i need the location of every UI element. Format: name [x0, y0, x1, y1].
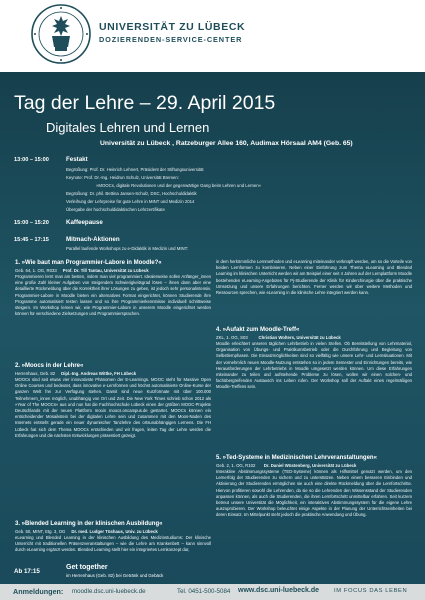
workshop-meta	[216, 334, 412, 341]
program-time: 15:00 – 15:20	[14, 220, 49, 226]
workshop-lead: Christian Wolters, Universität zu Lübeck	[258, 335, 341, 340]
workshop-room: Herrenhaus, Geb. 82	[15, 371, 56, 376]
program-label: Mitmach-Aktionen	[66, 236, 120, 243]
workshop-room: Geb. 64, 1. OG, R033	[15, 268, 57, 273]
workshop-title: 5. »Ted-Systeme in Medizinischen Lehrveranstaltungen«	[216, 455, 377, 461]
workshop-room: Geb. 50, MINT, Etg. 3, OG	[15, 529, 66, 534]
program-line: Begrüßung: Dr. phil. Bettina Jansen-Schulz, DSC, Hochschuldidaktik	[66, 191, 197, 196]
phone-number: Tel. 0451-500-5084	[177, 588, 231, 595]
program-line: Parallel laufende Workshops zu e-Didaktik in Medizin und MINT:	[66, 246, 188, 251]
workshop-room: ZKL, 1. OG, S03	[216, 335, 248, 340]
event-subtitle: Digitales Lehren und Lernen	[46, 120, 210, 135]
workshop-meta	[15, 370, 211, 377]
workshop-body: eLearning und Blended Learning in der klinischen Ausbildung des Medizinstudiums: Der klinische Unterricht mit traditionellen Präsenzveranstaltungen – wie die Lehre am Krankenbett – kann sinnvoll durch eLearning ergänzt werden. Blended Learning stellt hier ein integriertes Lernkonzept dar,	[15, 535, 211, 553]
website-link[interactable]: www.dsc.uni-luebeck.de	[238, 587, 320, 594]
university-name: UNIVERSITÄT ZU LÜBECK	[99, 21, 246, 33]
workshop-title: 3. »Blended Learning in der klinischen Ausbildung«	[15, 521, 163, 527]
footer-bar	[0, 584, 425, 600]
program-line: Keynote: Prof. Dr.-Ing. Heidrun Schulz, Universität Bremen:	[66, 175, 179, 180]
tagline: IM FOCUS DAS LEBEN	[334, 588, 408, 594]
program-line: Begrüßung: Prof. Dr. Heinrich Lehnert, Präsident der Stiftungsuniversität	[66, 167, 204, 172]
workshop-4	[216, 326, 412, 391]
program-time: 13:00 – 15:00	[14, 157, 49, 163]
workshop-meta	[216, 462, 412, 469]
workshop-title: 4. »Aufakt zum Moodle-Treff«	[216, 327, 300, 333]
closing-time: Ab 17:15	[14, 568, 40, 575]
workshop-body: Interaktive Abstimmungssysteme (TED-Systeme) können als Hilfsmittel genutzt werden, um den Lernerfolg der Studierenden zu sichern und zu unterstützen. Neben einem besseren Einbinden und Aktivierung der Studierenden ermöglichen sie auch eine direkte Rückmeldung über die Lernfortschritte. Hiervon profitieren sowohl die Lehrenden, da sie so die Lehrenden den Wissensstand der Studierenden anpassen können, als auch die Studierenden, die ihren Lernfortschritt unmittelbar erfahren. Seit kurzem betreut unsere Universität die Möglichkeit, ein interaktives Abstimmungssystem für die eigene Lehre auszuprobieren. Der Workshop beleuchtet einige Aspekte in der Planung der Unterrichtseinheiten bei deren Einsatz. Im Mittelpunkt steht jedoch die praktische Anwendung und Übung.	[216, 469, 412, 518]
registration-link[interactable]: moodle.dsc.uni-luebeck.de	[72, 588, 146, 595]
workshop-body: Programmieren lernt man am besten, indem man viel programmiert. Idealerweise sollen Anfänger_innen eine große Zahl kleiner Aufgaben von steigendem Schwierigkeitsgrad lösen – ihnen dann aber eine detaillierte Rückmeldung über die Korrektheit ihrer Lösungen zu geben, ist jedoch sehr personalintensiv. Programmier-Labore in Moodle bieten ein alternatives Format eingerichtet, können Studierende ihre Programme automatisiert testen lassen und so ihre Programmierkenntnisse individuell schrittweise steigern. Im Workshop lernen wir, wie Programmier-Labore in unserem Moodle eingerichtet werden können für verschiedene Zielsetzungen und Programmiersprachen.	[15, 274, 211, 317]
flyer-header	[0, 0, 425, 72]
workshop-lead: Prof. Dr. Till Tantau, Universität zu Lübeck	[62, 268, 149, 273]
workshop-title: 2. »Moocs in der Lehre«	[15, 363, 84, 369]
event-location: Universität zu Lübeck , Ratzeburger Allee 160, Audimax Hörsaal AM4 (Geb. 65)	[100, 140, 353, 147]
university-seal-logo	[30, 3, 92, 65]
workshop-lead: Dipl.-Ing. Andreas Wittke, FH Lübeck	[61, 371, 137, 376]
workshop-body: in dem herkömmliche Lernmethoden und eLearning miteinander verknüpft werden, um so die Vorteile von beiden Lernformen zu kombinieren. Neben einer Einführung zum Thema eLearning und Blended Learning im klinischen Unterricht werden wir am Beispiel einer seit 4 Jahren auf der Lernplattform Moodle bestehenden eLearning-Angebotes für Pj-Studierende der Klinik für Kinderchirurgie über die praktische Umsetzung und unsere Erfahrungen berichten. Ferner werden wir über weitere Methoden und Ressourcen sprechen, wie eLearning in die klinische Lehre integriert werden kann.	[216, 259, 412, 296]
workshop-3	[15, 520, 211, 554]
workshop-title: 1. »Wie baut man Programmier-Labore in Moodle?«	[15, 260, 162, 266]
program-time: 15:45 – 17:15	[14, 237, 49, 243]
department-name: DOZIERENDEN-SERVICE-CENTER	[99, 35, 243, 44]
workshop-3-continued	[216, 259, 412, 296]
program-label: Kaffeepause	[66, 219, 103, 226]
closing-label: Get together	[66, 564, 108, 571]
program-line: »MOOCs, digitale Revolutionen und der gegenwärtige Gang beim Lehren und Lernen«	[96, 183, 262, 188]
workshop-body: MOOCs sind seit etwas vier innovativste Phänomen der E-Learnings. MOOC steht für Massive Open Online Courses und bedeutet, dass innovative e-Lernformen und höchst automatisierte Online-Kurse der ganzen Welt frei zur Verfügung stehen. Damit sind neue Kurzformate mit über 100.000 Teilnehmern_innen möglich, unabhängig von Ort und Zeit. Die New York Times schrieb schon 2012 als »Year of The MOOCs« aus und nun hat die Fachhochschule Lübeck einen der größten MOOC-Projekte Deutschlands mit der neuen Plattform mooin moocs.oncampus.de gestartet. MOOCs können ein entscheidender Mosaikstein bei der digitalen Lehre sein und zusammen mit den Moos-Naden des Internets entsteht gerade ein neuer dynamischer Tanzlehre des ortsunabhängigen Lernens. Die FH Lübeck hat sich dem Thema MOOCs entschieden und wir fragen, leiten Tag der Lehre werden die Erfahrungen und die nächsten Entwicklungen präsentiert gezeigt.	[15, 377, 211, 438]
workshop-2	[15, 362, 211, 439]
workshop-room: Geb. 2, 1. OG, R102	[216, 463, 256, 468]
workshop-lead: Dr. med. Ludger Tüshaus, Univ. zu Lübeck	[71, 529, 158, 534]
workshop-meta	[15, 528, 211, 535]
program-line: Übergabe der hochschuldidaktischen Lehrzertifikate	[66, 207, 165, 212]
workshop-meta	[15, 267, 211, 274]
program-line: Verleihung der Lehrpreise für gute Lehre in MINT und Medizin 2014	[66, 199, 195, 204]
main-panel	[0, 72, 425, 600]
workshop-5	[216, 454, 412, 519]
event-title: Tag der Lehre – 29. April 2015	[14, 92, 276, 114]
closing-detail: im Herrenhaus (Geb. 82) bei Getränk und Gebäck	[66, 573, 164, 578]
workshop-lead: Dr. Daniel Wüstenberg, Universität zu Lübeck	[263, 463, 357, 468]
workshop-body: Moodle erleichtert unseren täglichen Lehrbetrieb in vielen Stellen. Ob Bereitstellung von Lehrmaterial, Organisation von Übungs- und Praktikumsbetrieb oder die Durchführung und Begleitung von Selbstlernphasen. Die Einsatzmöglichkeiten sind so vielfältig wie unsere Lehr- und Lernsituationen. Mit der vornehmlich neuen Moodle-Nutzung entstehen so in jedem Semester und Einrichtungen bereits, wie Herausforderungen der Lehrbetriebs in Moodle umgesetzt werden können. Um diese Erfahrungen miteinander zu teilen und aufstehende Probleme zu lösen, wollen wir einen solchen- und fachübergreifenden Austausch ins Leben rufen. Der Workshop soll der Auftakt eines regelmäßigen Moodle-Treffens sein.	[216, 341, 412, 390]
workshop-1	[15, 259, 211, 317]
program-label: Festakt	[66, 156, 88, 163]
registration-label: Anmeldungen:	[13, 587, 64, 596]
